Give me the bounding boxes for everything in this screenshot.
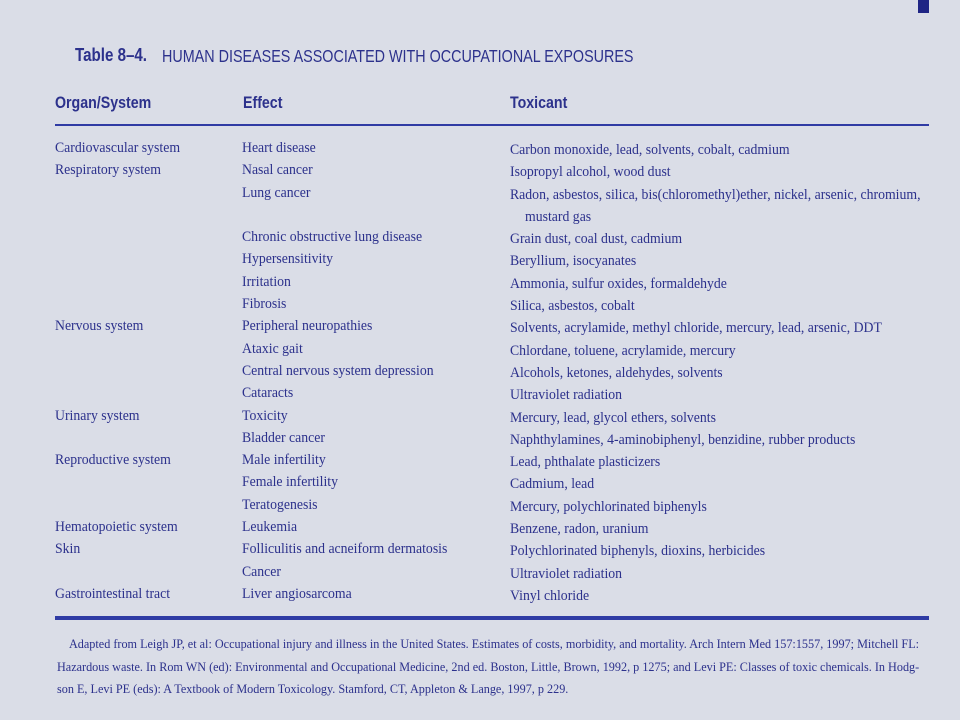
toxicant-cell: Carbon monoxide, lead, solvents, cobalt, cadmium <box>510 142 790 158</box>
toxicant-cell: Solvents, acrylamide, methyl chloride, mercury, lead, arsenic, DDT <box>510 320 882 337</box>
toxicant-cell: Chlordane, toluene, acrylamide, mercury <box>510 342 736 359</box>
table-row <box>55 315 930 337</box>
organ-cell: Gastrointestinal tract <box>55 585 171 602</box>
toxicant-cell: Benzene, radon, uranium <box>510 521 649 538</box>
table-row <box>55 293 930 315</box>
effect-cell: Peripheral neuropathies <box>242 318 373 335</box>
table-row <box>55 561 930 583</box>
effect-cell: Fibrosis <box>242 296 287 313</box>
effect-cell: Cancer <box>242 563 282 580</box>
effect-cell: Female infertility <box>242 474 338 491</box>
toxicant-cell: Lead, phthalate plasticizers <box>510 454 661 471</box>
table-row <box>55 137 930 159</box>
toxicant-cell: Ultraviolet radiation <box>510 387 623 404</box>
table-row <box>55 271 930 293</box>
effect-cell: Male infertility <box>242 452 326 469</box>
toxicant-cell: Isopropyl alcohol, wood dust <box>510 164 671 181</box>
column-header-organ: Organ/System <box>55 94 152 112</box>
table-row <box>55 516 930 538</box>
table-row <box>55 449 930 471</box>
table-row <box>55 338 930 360</box>
table-row <box>55 226 930 248</box>
table-row <box>55 427 930 449</box>
toxicant-cell: Vinyl chloride <box>510 587 590 604</box>
organ-cell: Hematopoietic system <box>55 519 178 536</box>
header-rule <box>55 124 929 126</box>
toxicant-cell: Alcohols, ketones, aldehydes, solvents <box>510 364 723 381</box>
toxicant-cell: Grain dust, coal dust, cadmium <box>510 231 683 248</box>
toxicant-cell: Beryllium, isocyanates <box>510 253 637 270</box>
organ-cell: Skin <box>55 541 81 558</box>
table-row <box>55 471 930 493</box>
effect-cell: Nasal cancer <box>242 162 313 179</box>
table-row <box>55 583 930 605</box>
table-row <box>55 494 930 516</box>
effect-cell: Teratogenesis <box>242 496 318 513</box>
effect-cell: Cataracts <box>242 385 294 402</box>
table-row <box>55 538 930 560</box>
table-body <box>55 137 930 605</box>
effect-cell: Toxicity <box>242 407 288 424</box>
toxicant-cell: Cadmium, lead <box>510 476 595 493</box>
table-row <box>55 405 930 427</box>
footnote-line: son E, Levi PE (eds): A Textbook of Modern Toxicology. Stamford, CT, Appleton & Lange, 1997, p 229. <box>57 682 569 696</box>
table-footnote <box>57 633 937 701</box>
effect-cell: Ataxic gait <box>242 340 303 357</box>
toxicant-cell: Polychlorinated biphenyls, dioxins, herbicides <box>510 543 766 560</box>
table-number: Table 8–4. <box>75 45 148 65</box>
table-row <box>55 159 930 181</box>
table-row <box>55 248 930 270</box>
organ-cell: Respiratory system <box>55 162 161 179</box>
toxicant-cell: Mercury, lead, glycol ethers, solvents <box>510 409 716 426</box>
effect-cell: Central nervous system depression <box>242 362 434 379</box>
footnote-line: Hazardous waste. In Rom WN (ed): Environmental and Occupational Medicine, 2nd ed. Boston, Little, Brown, 1992, p 1275; and Levi PE: Classes of toxic chemicals. In Hodg- <box>57 659 920 674</box>
organ-cell: Cardiovascular system <box>55 140 181 156</box>
effect-cell: Hypersensitivity <box>242 251 334 268</box>
toxicant-cell: Ultraviolet radiation <box>510 565 623 582</box>
footnote-line: Adapted from Leigh JP, et al: Occupational injury and illness in the United States. Estimates of costs, morbidity, and mortality. Arch Intern Med 157:1557, 1997; Mitchell FL: <box>69 637 920 651</box>
effect-cell: Bladder cancer <box>242 429 325 446</box>
organ-cell: Nervous system <box>55 318 144 335</box>
effect-cell: Lung cancer <box>242 184 311 201</box>
toxicant-line: Radon, asbestos, silica, bis(chloromethyl)ether, nickel, arsenic, chromium, <box>510 186 921 203</box>
toxicant-cell: Silica, asbestos, cobalt <box>510 298 635 315</box>
toxicant-cell: Naphthylamines, 4-aminobiphenyl, benzidine, rubber products <box>510 431 856 448</box>
organ-cell: Urinary system <box>55 407 140 424</box>
organ-cell: Reproductive system <box>55 452 171 469</box>
effect-cell: Leukemia <box>242 519 298 536</box>
toxicant-cell: Ammonia, sulfur oxides, formaldehyde <box>510 275 727 292</box>
column-header-toxicant: Toxicant <box>510 94 568 112</box>
table-row <box>55 182 930 227</box>
effect-cell: Liver angiosarcoma <box>242 585 352 602</box>
effect-cell: Irritation <box>242 273 291 290</box>
table-title: HUMAN DISEASES ASSOCIATED WITH OCCUPATIONAL EXPOSURES <box>162 46 634 66</box>
toxicant-cell: Mercury, polychlorinated biphenyls <box>510 498 707 515</box>
column-header-effect: Effect <box>243 94 283 112</box>
effect-cell: Chronic obstructive lung disease <box>242 229 423 246</box>
table-bottom-rule <box>55 616 929 620</box>
table-row <box>55 382 930 404</box>
effect-cell: Heart disease <box>242 140 316 156</box>
effect-cell: Folliculitis and acneiform dermatosis <box>242 541 448 558</box>
toxicant-line-continued: mustard gas <box>525 208 592 225</box>
corner-mark <box>918 0 929 13</box>
table-row <box>55 360 930 382</box>
toxicant-cell <box>510 184 957 229</box>
